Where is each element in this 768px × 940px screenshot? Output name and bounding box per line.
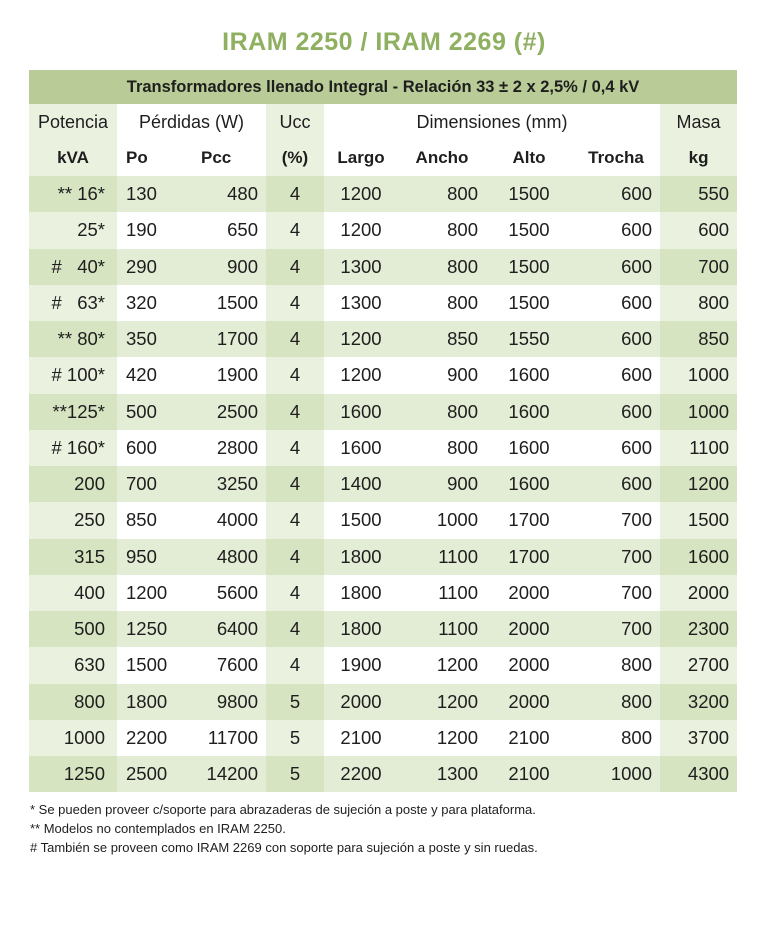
table-row [29, 321, 737, 357]
cell-po: 190 [117, 212, 183, 248]
header-trocha: Trocha [572, 140, 660, 176]
table-row [29, 720, 737, 756]
cell-pcc: 4800 [183, 539, 266, 575]
cell-pcc: 480 [183, 176, 266, 212]
cell-pcc: 3250 [183, 466, 266, 502]
cell-masa: 800 [660, 285, 737, 321]
cell-largo: 1500 [324, 502, 398, 538]
cell-alto: 1600 [486, 466, 572, 502]
cell-po: 1200 [117, 575, 183, 611]
table-row [29, 647, 737, 683]
cell-pcc: 650 [183, 212, 266, 248]
cell-ucc: 4 [266, 285, 324, 321]
cell-potencia: 630 [29, 647, 117, 683]
cell-masa: 2300 [660, 611, 737, 647]
cell-ucc: 4 [266, 611, 324, 647]
cell-potencia: 400 [29, 575, 117, 611]
table-body [29, 176, 737, 792]
cell-largo: 1200 [324, 176, 398, 212]
cell-trocha: 700 [572, 575, 660, 611]
cell-masa: 1500 [660, 502, 737, 538]
cell-po: 700 [117, 466, 183, 502]
cell-largo: 2000 [324, 684, 398, 720]
header-row-2 [29, 140, 737, 176]
cell-po: 350 [117, 321, 183, 357]
cell-ucc: 4 [266, 647, 324, 683]
cell-potencia: # 40* [29, 249, 117, 285]
cell-pcc: 2800 [183, 430, 266, 466]
cell-alto: 2000 [486, 575, 572, 611]
cell-trocha: 800 [572, 684, 660, 720]
cell-largo: 1600 [324, 430, 398, 466]
cell-masa: 550 [660, 176, 737, 212]
cell-alto: 1600 [486, 357, 572, 393]
cell-potencia: 500 [29, 611, 117, 647]
cell-masa: 2700 [660, 647, 737, 683]
table-row [29, 575, 737, 611]
header-row-1 [29, 104, 737, 140]
cell-potencia: # 100* [29, 357, 117, 393]
cell-potencia: # 160* [29, 430, 117, 466]
table-row [29, 756, 737, 792]
footnote: # También se proveen como IRAM 2269 con soporte para sujeción a poste y sin ruedas. [30, 840, 538, 855]
cell-ancho: 1100 [398, 539, 486, 575]
cell-largo: 1300 [324, 285, 398, 321]
cell-masa: 2000 [660, 575, 737, 611]
cell-pcc: 5600 [183, 575, 266, 611]
cell-masa: 3200 [660, 684, 737, 720]
cell-alto: 1500 [486, 176, 572, 212]
cell-alto: 2000 [486, 611, 572, 647]
cell-masa: 1100 [660, 430, 737, 466]
table-row [29, 611, 737, 647]
cell-ancho: 800 [398, 176, 486, 212]
cell-largo: 1200 [324, 212, 398, 248]
cell-ancho: 800 [398, 430, 486, 466]
cell-pcc: 14200 [183, 756, 266, 792]
header-pcc: Pcc [183, 140, 266, 176]
cell-alto: 2000 [486, 647, 572, 683]
cell-alto: 1600 [486, 394, 572, 430]
cell-trocha: 600 [572, 285, 660, 321]
table-row [29, 212, 737, 248]
cell-largo: 2100 [324, 720, 398, 756]
cell-pcc: 2500 [183, 394, 266, 430]
cell-ucc: 4 [266, 176, 324, 212]
cell-alto: 1500 [486, 249, 572, 285]
cell-po: 500 [117, 394, 183, 430]
cell-masa: 1600 [660, 539, 737, 575]
cell-masa: 1000 [660, 394, 737, 430]
cell-ucc: 4 [266, 502, 324, 538]
cell-trocha: 600 [572, 466, 660, 502]
table-row [29, 176, 737, 212]
cell-potencia: 1000 [29, 720, 117, 756]
cell-ucc: 4 [266, 430, 324, 466]
cell-ucc: 4 [266, 394, 324, 430]
cell-alto: 1600 [486, 430, 572, 466]
cell-ucc: 4 [266, 466, 324, 502]
cell-largo: 1800 [324, 575, 398, 611]
footnote: ** Modelos no contemplados en IRAM 2250. [30, 821, 286, 836]
header-potencia: Potencia [29, 104, 117, 140]
cell-potencia: 250 [29, 502, 117, 538]
cell-trocha: 700 [572, 539, 660, 575]
cell-masa: 1200 [660, 466, 737, 502]
cell-ucc: 4 [266, 539, 324, 575]
cell-ancho: 1200 [398, 647, 486, 683]
cell-ancho: 1000 [398, 502, 486, 538]
cell-potencia: ** 80* [29, 321, 117, 357]
cell-potencia: ** 16* [29, 176, 117, 212]
cell-ancho: 800 [398, 394, 486, 430]
cell-po: 850 [117, 502, 183, 538]
cell-po: 1800 [117, 684, 183, 720]
cell-po: 420 [117, 357, 183, 393]
table-banner: Transformadores llenado Integral - Relación 33 ± 2 x 2,5% / 0,4 kV [29, 70, 737, 104]
footnote: * Se pueden proveer c/soporte para abrazaderas de sujeción a poste y para plataforma. [30, 802, 536, 817]
header-largo: Largo [324, 140, 398, 176]
cell-largo: 1800 [324, 611, 398, 647]
cell-largo: 1400 [324, 466, 398, 502]
cell-potencia: 200 [29, 466, 117, 502]
cell-ancho: 900 [398, 466, 486, 502]
cell-alto: 1500 [486, 212, 572, 248]
table-row [29, 249, 737, 285]
table-row [29, 502, 737, 538]
cell-masa: 700 [660, 249, 737, 285]
table-row [29, 285, 737, 321]
header-ucc-unit: (%) [266, 140, 324, 176]
cell-trocha: 600 [572, 430, 660, 466]
cell-trocha: 600 [572, 176, 660, 212]
cell-trocha: 600 [572, 357, 660, 393]
cell-trocha: 700 [572, 502, 660, 538]
cell-pcc: 9800 [183, 684, 266, 720]
cell-masa: 3700 [660, 720, 737, 756]
table-row [29, 684, 737, 720]
cell-largo: 1200 [324, 321, 398, 357]
header-perdidas: Pérdidas (W) [117, 104, 266, 140]
cell-po: 1250 [117, 611, 183, 647]
cell-ucc: 5 [266, 720, 324, 756]
header-po: Po [117, 140, 183, 176]
cell-alto: 1700 [486, 502, 572, 538]
cell-ancho: 800 [398, 249, 486, 285]
header-kg: kg [660, 140, 737, 176]
cell-potencia: 25* [29, 212, 117, 248]
cell-masa: 1000 [660, 357, 737, 393]
cell-ucc: 5 [266, 756, 324, 792]
cell-pcc: 1500 [183, 285, 266, 321]
cell-alto: 2100 [486, 756, 572, 792]
table-row [29, 430, 737, 466]
cell-largo: 1200 [324, 357, 398, 393]
cell-alto: 1500 [486, 285, 572, 321]
cell-ucc: 5 [266, 684, 324, 720]
cell-po: 320 [117, 285, 183, 321]
transformer-table [29, 70, 737, 792]
cell-po: 1500 [117, 647, 183, 683]
cell-largo: 1300 [324, 249, 398, 285]
cell-potencia: 315 [29, 539, 117, 575]
cell-ancho: 800 [398, 212, 486, 248]
cell-ancho: 1100 [398, 611, 486, 647]
cell-ancho: 800 [398, 285, 486, 321]
cell-ucc: 4 [266, 357, 324, 393]
header-dimensiones: Dimensiones (mm) [324, 104, 660, 140]
cell-ucc: 4 [266, 575, 324, 611]
cell-alto: 1700 [486, 539, 572, 575]
cell-largo: 1800 [324, 539, 398, 575]
cell-potencia: # 63* [29, 285, 117, 321]
table-row [29, 357, 737, 393]
cell-po: 2500 [117, 756, 183, 792]
cell-masa: 4300 [660, 756, 737, 792]
cell-largo: 1600 [324, 394, 398, 430]
header-kva: kVA [29, 140, 117, 176]
cell-trocha: 600 [572, 249, 660, 285]
cell-largo: 1900 [324, 647, 398, 683]
cell-trocha: 600 [572, 212, 660, 248]
cell-alto: 2100 [486, 720, 572, 756]
cell-po: 290 [117, 249, 183, 285]
cell-ancho: 1200 [398, 684, 486, 720]
cell-largo: 2200 [324, 756, 398, 792]
cell-ucc: 4 [266, 321, 324, 357]
cell-masa: 600 [660, 212, 737, 248]
cell-ancho: 900 [398, 357, 486, 393]
cell-trocha: 1000 [572, 756, 660, 792]
footnotes [30, 800, 740, 857]
cell-pcc: 7600 [183, 647, 266, 683]
cell-trocha: 600 [572, 394, 660, 430]
cell-po: 2200 [117, 720, 183, 756]
header-ancho: Ancho [398, 140, 486, 176]
table-row [29, 394, 737, 430]
cell-ancho: 1300 [398, 756, 486, 792]
cell-pcc: 11700 [183, 720, 266, 756]
header-alto: Alto [486, 140, 572, 176]
cell-alto: 2000 [486, 684, 572, 720]
table-row [29, 539, 737, 575]
cell-trocha: 700 [572, 611, 660, 647]
cell-ancho: 1200 [398, 720, 486, 756]
header-ucc: Ucc [266, 104, 324, 140]
cell-ancho: 1100 [398, 575, 486, 611]
cell-pcc: 4000 [183, 502, 266, 538]
cell-pcc: 900 [183, 249, 266, 285]
cell-trocha: 800 [572, 720, 660, 756]
cell-po: 600 [117, 430, 183, 466]
header-masa: Masa [660, 104, 737, 140]
cell-po: 130 [117, 176, 183, 212]
cell-ucc: 4 [266, 249, 324, 285]
cell-ucc: 4 [266, 212, 324, 248]
cell-pcc: 1900 [183, 357, 266, 393]
cell-pcc: 1700 [183, 321, 266, 357]
page-title: IRAM 2250 / IRAM 2269 (#) [222, 28, 546, 56]
cell-potencia: **125* [29, 394, 117, 430]
cell-po: 950 [117, 539, 183, 575]
table-banner-row [29, 70, 737, 104]
cell-pcc: 6400 [183, 611, 266, 647]
cell-masa: 850 [660, 321, 737, 357]
cell-trocha: 600 [572, 321, 660, 357]
cell-trocha: 800 [572, 647, 660, 683]
cell-ancho: 850 [398, 321, 486, 357]
cell-potencia: 1250 [29, 756, 117, 792]
table-row [29, 466, 737, 502]
cell-potencia: 800 [29, 684, 117, 720]
cell-alto: 1550 [486, 321, 572, 357]
